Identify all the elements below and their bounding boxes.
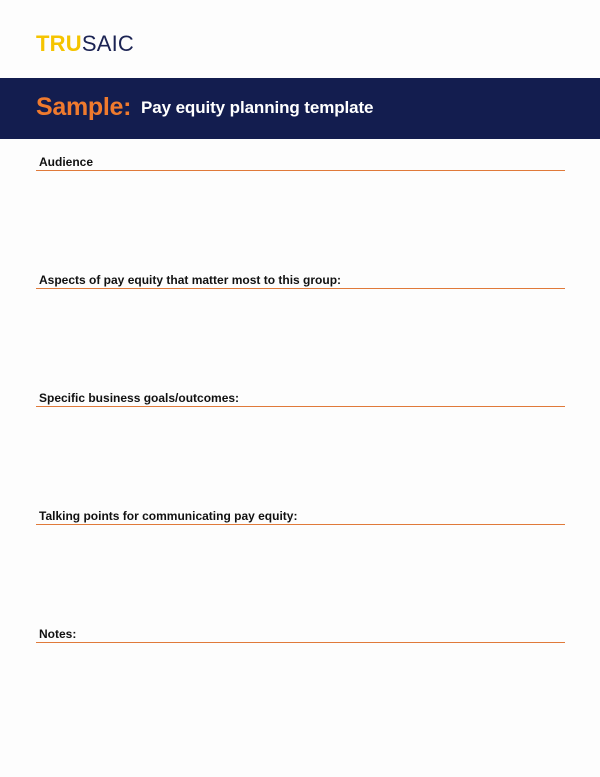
section-label: Talking points for communicating pay equity: xyxy=(39,509,298,523)
section-label: Specific business goals/outcomes: xyxy=(39,391,240,405)
section-divider xyxy=(36,642,565,643)
section-label: Aspects of pay equity that matter most to this group: xyxy=(39,273,342,287)
section-divider xyxy=(36,406,565,407)
trusaic-logo xyxy=(36,31,134,57)
logo-tru: TRU xyxy=(36,31,82,56)
section-label: Audience xyxy=(39,155,94,169)
page-title: Pay equity planning template xyxy=(141,98,374,117)
sample-label: Sample: xyxy=(36,93,132,121)
section-divider xyxy=(36,524,565,525)
section-divider xyxy=(36,170,565,171)
section-divider xyxy=(36,288,565,289)
header-banner xyxy=(0,78,600,139)
logo-saic: SAIC xyxy=(81,31,134,56)
section-label: Notes: xyxy=(39,627,77,641)
